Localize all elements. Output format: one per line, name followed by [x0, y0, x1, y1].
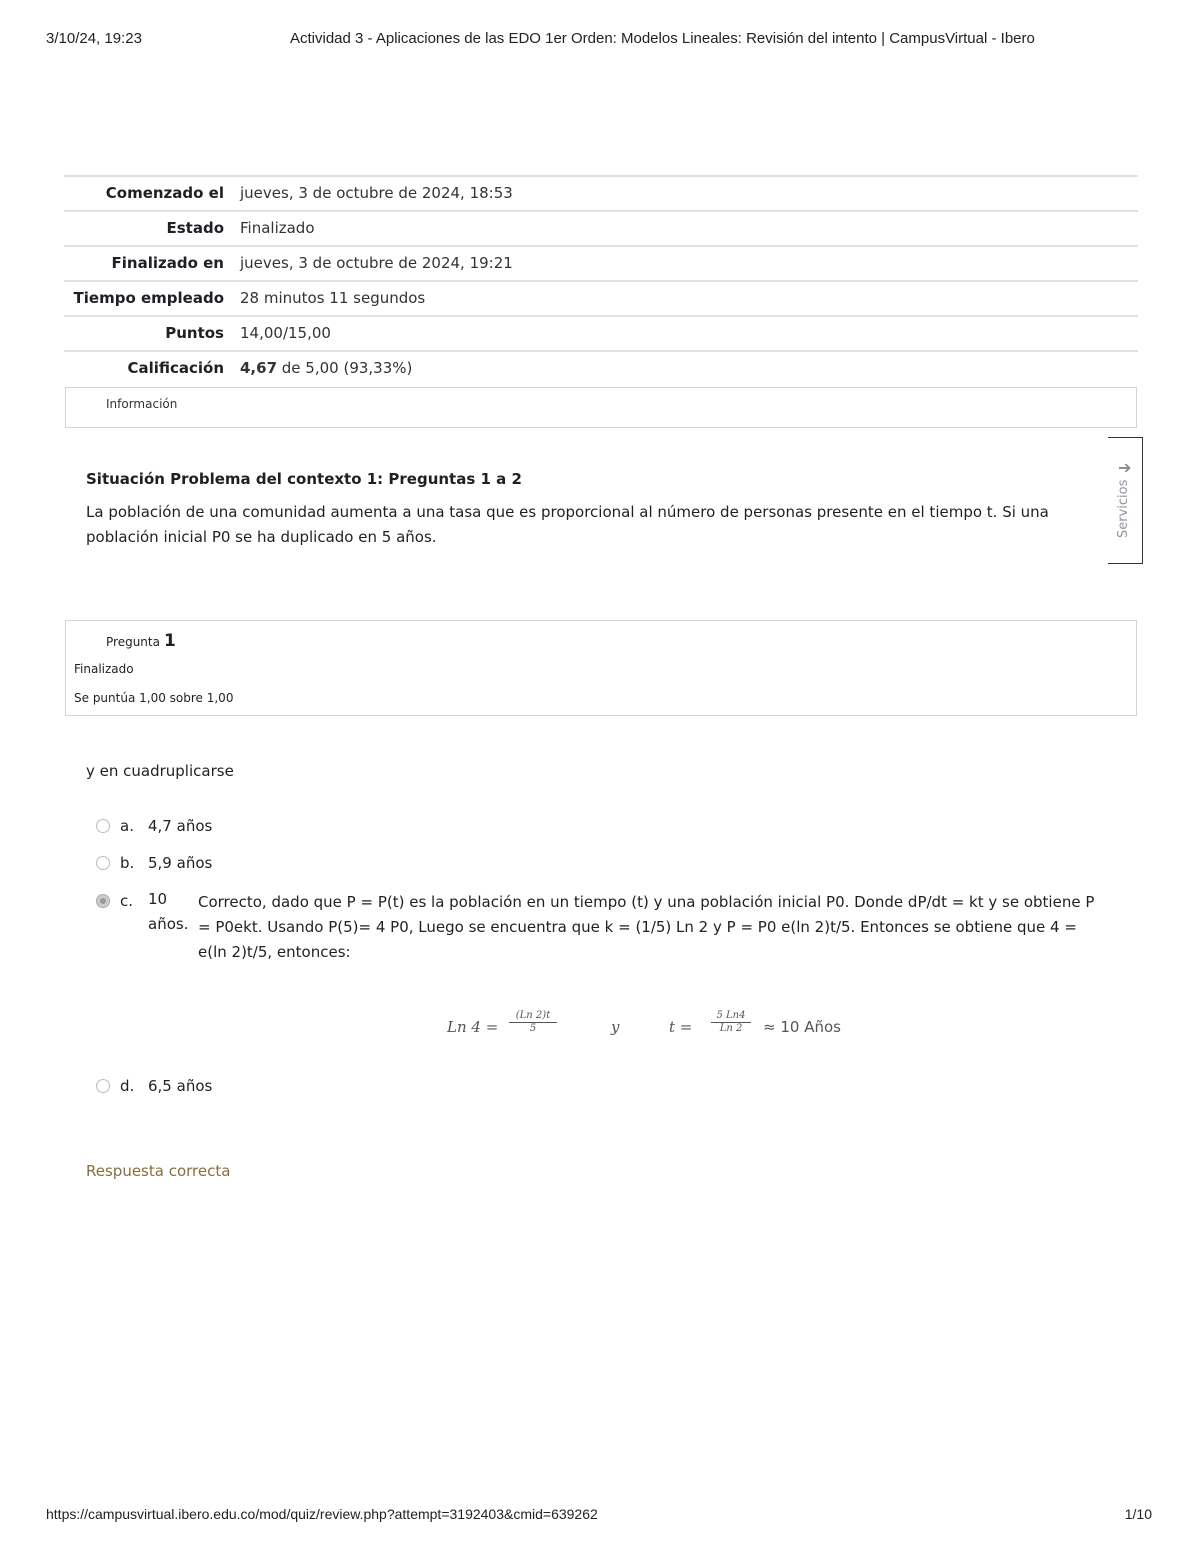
- answer-status: Respuesta correcta: [86, 1162, 231, 1180]
- summary-value: jueves, 3 de octubre de 2024, 18:53: [240, 184, 513, 202]
- option-text: 5,9 años: [148, 854, 213, 872]
- summary-label: Comenzado el: [105, 184, 224, 202]
- grade-rest: de 5,00 (93,33%): [277, 359, 413, 377]
- print-url: https://campusvirtual.ibero.edu.co/mod/quiz/review.php?attempt=3192403&cmid=639262: [46, 1506, 598, 1522]
- summary-value: Finalizado: [240, 219, 315, 237]
- option-letter: a.: [120, 817, 134, 835]
- summary-value: [232, 351, 1138, 385]
- situation-section: [86, 470, 1096, 550]
- question-text: y en cuadruplicarse: [86, 762, 234, 780]
- question-label-text: Pregunta: [106, 635, 160, 649]
- radio-button[interactable]: [96, 856, 110, 870]
- formula-image: [445, 1010, 865, 1046]
- summary-value: 28 minutos 11 segundos: [240, 289, 426, 307]
- summary-label: Puntos: [165, 324, 224, 342]
- summary-row-finished: [64, 246, 1138, 281]
- summary-label: Estado: [166, 219, 224, 237]
- services-label: Servicios: [1116, 479, 1131, 538]
- question-grade: Se puntúa 1,00 sobre 1,00: [74, 691, 234, 705]
- radio-button[interactable]: [96, 819, 110, 833]
- formula-fraction-2: [711, 1010, 751, 1034]
- summary-value: jueves, 3 de octubre de 2024, 19:21: [240, 254, 513, 272]
- formula-fraction-1: [509, 1010, 557, 1034]
- summary-row-points: [64, 316, 1138, 351]
- fraction-denominator: Ln 2: [719, 1023, 743, 1034]
- attempt-summary-table: [64, 175, 1138, 385]
- summary-value: 14,00/15,00: [240, 324, 331, 342]
- print-page-number: 1/10: [1124, 1506, 1152, 1522]
- services-tab[interactable]: [1108, 437, 1143, 564]
- option-letter: d.: [120, 1077, 135, 1095]
- fraction-numerator: (Ln 2)t: [509, 1010, 557, 1023]
- formula-y: y: [611, 1018, 620, 1036]
- option-c-feedback: Correcto, dado que P = P(t) es la población en un tiempo (t) y una población inicial P0. Donde dP/dt = kt y se obtiene P = P0ekt. Usando P(5)= 4 P0, Luego se encuentra que k = (1/5) Ln 2 y P = P0 e(ln 2)t/5. Entonces se obtiene que 4 = e(ln 2)t/5, entonces:: [198, 893, 1095, 961]
- formula-result: ≈ 10 Años: [763, 1018, 841, 1036]
- summary-row-time-taken: [64, 281, 1138, 316]
- summary-label: Tiempo empleado: [73, 289, 224, 307]
- question-state: Finalizado: [74, 662, 134, 676]
- summary-label: Finalizado en: [111, 254, 224, 272]
- radio-button[interactable]: [96, 1079, 110, 1093]
- summary-row-grade: [64, 351, 1138, 385]
- option-text: 10 años.: [148, 890, 189, 933]
- arrow-right-icon: ➔: [1118, 460, 1132, 477]
- fraction-denominator: 5: [529, 1023, 537, 1034]
- question-label: [106, 631, 176, 651]
- information-box: [65, 387, 1137, 428]
- radio-button-selected[interactable]: [96, 894, 110, 908]
- option-text: 4,7 años: [148, 817, 213, 835]
- question-number: 1: [163, 631, 176, 651]
- situation-title: Situación Problema del contexto 1: Preguntas 1 a 2: [86, 470, 522, 488]
- information-label: Información: [106, 397, 178, 411]
- summary-row-started: [64, 176, 1138, 211]
- summary-row-state: [64, 211, 1138, 246]
- summary-label: Calificación: [127, 359, 224, 377]
- situation-body: La población de una comunidad aumenta a una tasa que es proporcional al número de personas presente en el tiempo t. Si una población inicial P0 se ha duplicado en 5 años.: [86, 503, 1049, 546]
- print-date: 3/10/24, 19:23: [46, 30, 142, 47]
- option-letter: b.: [120, 854, 135, 872]
- fraction-numerator: 5 Ln4: [711, 1010, 751, 1023]
- print-page-title: Actividad 3 - Aplicaciones de las EDO 1er Orden: Modelos Lineales: Revisión del intento | CampusVirtual - Ibero: [290, 30, 1035, 47]
- grade-score: 4,67: [240, 359, 278, 377]
- formula-lhs-2: t =: [669, 1018, 693, 1036]
- option-text: 6,5 años: [148, 1077, 213, 1095]
- formula-lhs-1: Ln 4 =: [447, 1018, 499, 1036]
- option-letter: c.: [120, 892, 134, 910]
- question-info-box: [65, 620, 1137, 716]
